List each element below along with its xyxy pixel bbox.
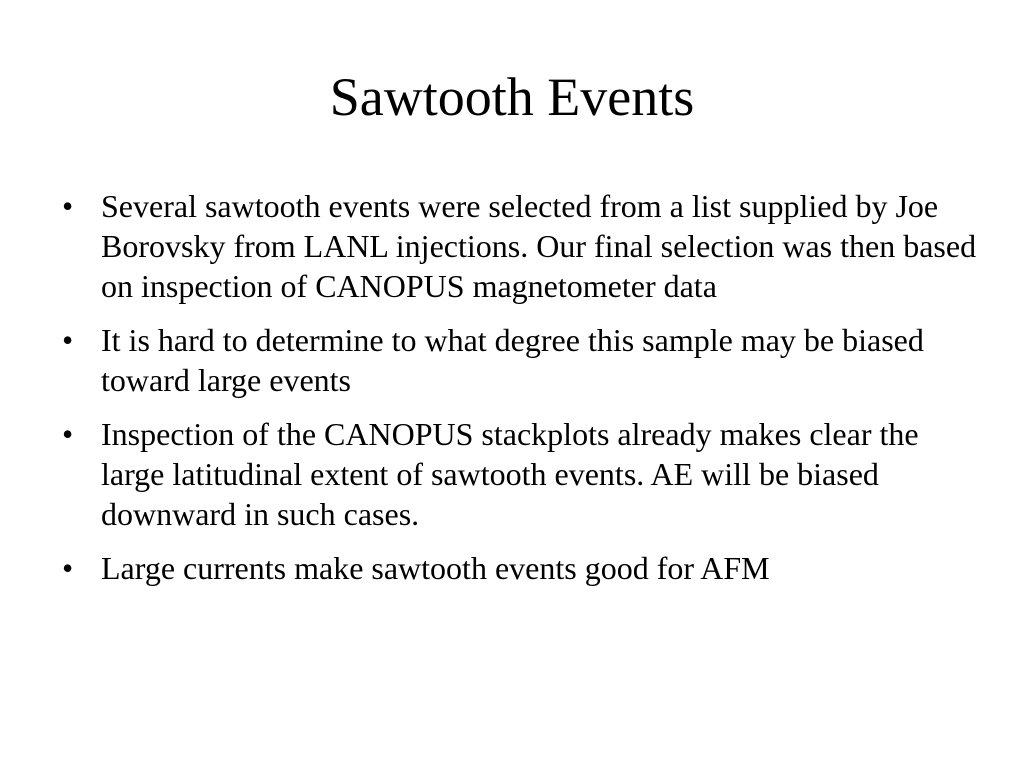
bullet-item (58, 320, 978, 400)
bullet-item (58, 414, 978, 534)
bullet-text: It is hard to determine to what degree this sample may be biased toward large events (101, 322, 924, 398)
bullet-icon: • (62, 322, 74, 358)
bullet-icon: • (62, 416, 74, 452)
bullet-text: Inspection of the CANOPUS stackplots already makes clear the large latitudinal extent of sawtooth events. AE will be biased downward in such cases. (101, 416, 919, 532)
bullet-item (58, 548, 978, 588)
bullet-icon: • (62, 188, 74, 224)
bullet-list (58, 186, 978, 602)
bullet-text: Several sawtooth events were selected from a list supplied by Joe Borovsky from LANL injections. Our final selection was then based on inspection of CANOPUS magnetometer data (101, 188, 977, 304)
bullet-text: Large currents make sawtooth events good for AFM (101, 550, 770, 586)
bullet-icon: • (62, 550, 74, 586)
slide-title: Sawtooth Events (329, 67, 695, 127)
bullet-item (58, 186, 978, 306)
